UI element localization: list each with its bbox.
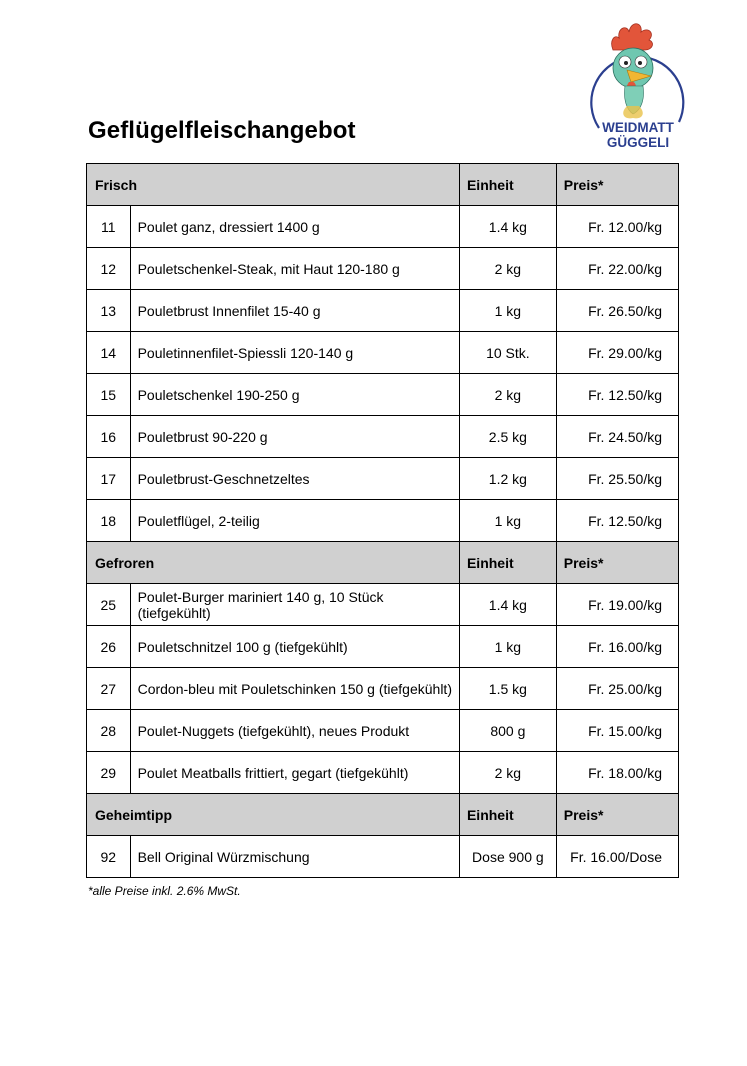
table-row bbox=[87, 500, 679, 542]
table-row bbox=[87, 290, 679, 332]
item-unit: 1.5 kg bbox=[459, 668, 556, 710]
item-unit: 1 kg bbox=[459, 626, 556, 668]
table-row bbox=[87, 668, 679, 710]
item-number: 11 bbox=[87, 206, 131, 248]
item-description: Poulet Meatballs frittiert, gegart (tiefgekühlt) bbox=[130, 752, 459, 794]
item-unit: 2.5 kg bbox=[459, 416, 556, 458]
item-description: Pouletbrust-Geschnetzeltes bbox=[130, 458, 459, 500]
item-price: Fr. 12.50/kg bbox=[556, 374, 678, 416]
table-row bbox=[87, 374, 679, 416]
price-footnote: *alle Preise inkl. 2.6% MwSt. bbox=[88, 884, 241, 898]
item-number: 29 bbox=[87, 752, 131, 794]
item-description: Bell Original Würzmischung bbox=[130, 836, 459, 878]
item-price: Fr. 15.00/kg bbox=[556, 710, 678, 752]
item-number: 92 bbox=[87, 836, 131, 878]
table-row bbox=[87, 206, 679, 248]
item-unit: 2 kg bbox=[459, 248, 556, 290]
item-number: 12 bbox=[87, 248, 131, 290]
item-number: 17 bbox=[87, 458, 131, 500]
item-description: Pouletbrust 90-220 g bbox=[130, 416, 459, 458]
item-number: 18 bbox=[87, 500, 131, 542]
item-description: Pouletflügel, 2-teilig bbox=[130, 500, 459, 542]
item-number: 27 bbox=[87, 668, 131, 710]
item-description: Poulet-Nuggets (tiefgekühlt), neues Produkt bbox=[130, 710, 459, 752]
item-price: Fr. 16.00/kg bbox=[556, 626, 678, 668]
item-description: Cordon-bleu mit Pouletschinken 150 g (tiefgekühlt) bbox=[130, 668, 459, 710]
section-header-geheimtipp bbox=[87, 794, 679, 836]
item-unit: 1 kg bbox=[459, 500, 556, 542]
item-price: Fr. 24.50/kg bbox=[556, 416, 678, 458]
item-price: Fr. 26.50/kg bbox=[556, 290, 678, 332]
price-table bbox=[86, 163, 679, 878]
item-price: Fr. 16.00/Dose bbox=[556, 836, 678, 878]
item-unit: 2 kg bbox=[459, 752, 556, 794]
section-name: Frisch bbox=[87, 164, 460, 206]
item-description: Pouletschenkel-Steak, mit Haut 120-180 g bbox=[130, 248, 459, 290]
table-row bbox=[87, 710, 679, 752]
item-price: Fr. 12.00/kg bbox=[556, 206, 678, 248]
table-row bbox=[87, 458, 679, 500]
unit-header: Einheit bbox=[459, 542, 556, 584]
item-unit: 10 Stk. bbox=[459, 332, 556, 374]
logo-line-1: WEIDMATT bbox=[602, 120, 674, 135]
table-row bbox=[87, 332, 679, 374]
price-header: Preis* bbox=[556, 164, 678, 206]
section-header-gefroren bbox=[87, 542, 679, 584]
item-description: Poulet ganz, dressiert 1400 g bbox=[130, 206, 459, 248]
item-description: Pouletschenkel 190-250 g bbox=[130, 374, 459, 416]
item-unit: 1.4 kg bbox=[459, 584, 556, 626]
table-row bbox=[87, 836, 679, 878]
item-number: 28 bbox=[87, 710, 131, 752]
section-name: Geheimtipp bbox=[87, 794, 460, 836]
price-header: Preis* bbox=[556, 794, 678, 836]
item-price: Fr. 12.50/kg bbox=[556, 500, 678, 542]
unit-header: Einheit bbox=[459, 794, 556, 836]
item-unit: 1 kg bbox=[459, 290, 556, 332]
item-price: Fr. 19.00/kg bbox=[556, 584, 678, 626]
item-description: Pouletbrust Innenfilet 15-40 g bbox=[130, 290, 459, 332]
unit-header: Einheit bbox=[459, 164, 556, 206]
page-title: Geflügelfleischangebot bbox=[88, 117, 356, 144]
table-row bbox=[87, 584, 679, 626]
logo-line-2: GÜGGELI bbox=[606, 135, 670, 150]
item-number: 25 bbox=[87, 584, 131, 626]
item-price: Fr. 25.50/kg bbox=[556, 458, 678, 500]
item-number: 15 bbox=[87, 374, 131, 416]
item-description: Poulet-Burger mariniert 140 g, 10 Stück (tiefgekühlt) bbox=[130, 584, 459, 626]
table-row bbox=[87, 416, 679, 458]
item-number: 13 bbox=[87, 290, 131, 332]
item-description: Pouletinnenfilet-Spiessli 120-140 g bbox=[130, 332, 459, 374]
table-row bbox=[87, 248, 679, 290]
item-number: 14 bbox=[87, 332, 131, 374]
table-row bbox=[87, 626, 679, 668]
item-unit: 800 g bbox=[459, 710, 556, 752]
section-name: Gefroren bbox=[87, 542, 460, 584]
item-unit: 1.2 kg bbox=[459, 458, 556, 500]
item-price: Fr. 29.00/kg bbox=[556, 332, 678, 374]
price-header: Preis* bbox=[556, 542, 678, 584]
section-header-frisch bbox=[87, 164, 679, 206]
table-row bbox=[87, 752, 679, 794]
weidmatt-gueggeli-logo bbox=[583, 10, 693, 155]
item-unit: Dose 900 g bbox=[459, 836, 556, 878]
item-price: Fr. 25.00/kg bbox=[556, 668, 678, 710]
item-unit: 2 kg bbox=[459, 374, 556, 416]
item-unit: 1.4 kg bbox=[459, 206, 556, 248]
item-description: Pouletschnitzel 100 g (tiefgekühlt) bbox=[130, 626, 459, 668]
item-number: 16 bbox=[87, 416, 131, 458]
item-number: 26 bbox=[87, 626, 131, 668]
item-price: Fr. 22.00/kg bbox=[556, 248, 678, 290]
item-price: Fr. 18.00/kg bbox=[556, 752, 678, 794]
